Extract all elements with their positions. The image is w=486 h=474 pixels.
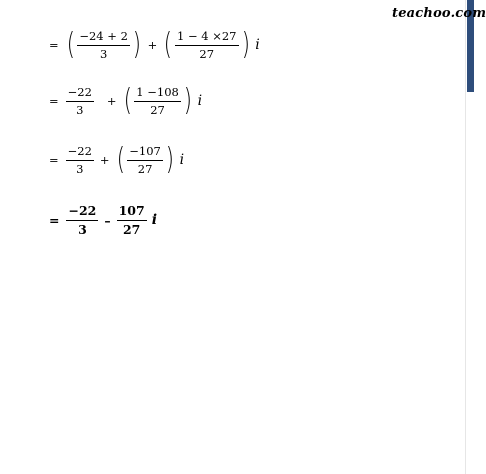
fraction (175, 30, 239, 60)
imaginary-unit: i (197, 93, 203, 110)
fraction (117, 204, 147, 237)
right-paren: ) (241, 27, 250, 63)
equals-sign: = (49, 212, 60, 228)
denominator: 27 (137, 161, 153, 176)
denominator: 27 (122, 221, 141, 237)
math-line-1 (49, 27, 260, 63)
equals-sign: = (49, 38, 59, 53)
left-paren: ( (164, 27, 173, 63)
denominator: 3 (76, 161, 84, 176)
right-paren: ) (183, 83, 192, 119)
paren-group-1 (65, 27, 143, 63)
numerator: −22 (66, 145, 94, 161)
right-paren: ) (165, 142, 174, 178)
fraction (127, 145, 163, 175)
math-line-final (49, 204, 157, 237)
paren-group (122, 83, 194, 119)
right-paren: ) (132, 27, 141, 63)
fraction (66, 204, 98, 237)
operator: + (99, 153, 110, 168)
imaginary-unit: i (179, 152, 185, 169)
brand-logo: teachoo.com (392, 6, 486, 21)
denominator: 3 (76, 102, 84, 117)
operator: – (104, 212, 111, 228)
math-line-2 (49, 83, 203, 119)
imaginary-unit: i (255, 37, 260, 54)
operator: + (147, 38, 158, 53)
fraction (66, 145, 94, 175)
numerator: −22 (66, 86, 94, 102)
paren-group (115, 142, 176, 178)
fraction (134, 86, 181, 116)
numerator: −107 (127, 145, 163, 161)
numerator: 1 − 4 ×27 (175, 30, 239, 46)
denominator: 3 (99, 46, 108, 61)
denominator: 27 (150, 102, 165, 117)
fraction (66, 86, 94, 116)
equals-sign: = (49, 153, 59, 168)
denominator: 27 (199, 46, 215, 61)
math-line-3 (49, 142, 185, 178)
operator: + (106, 94, 117, 109)
numerator: 107 (117, 204, 147, 221)
scrollbar[interactable] (465, 0, 474, 474)
left-paren: ( (116, 142, 125, 178)
paren-group-2 (162, 27, 251, 63)
imaginary-unit: i (151, 212, 158, 229)
equals-sign: = (49, 94, 59, 109)
numerator: −24 + 2 (77, 30, 130, 46)
numerator: 1 −108 (134, 86, 181, 102)
numerator: −22 (66, 204, 98, 221)
fraction (77, 30, 130, 60)
denominator: 3 (78, 221, 87, 237)
left-paren: ( (123, 83, 132, 119)
left-paren: ( (66, 27, 75, 63)
